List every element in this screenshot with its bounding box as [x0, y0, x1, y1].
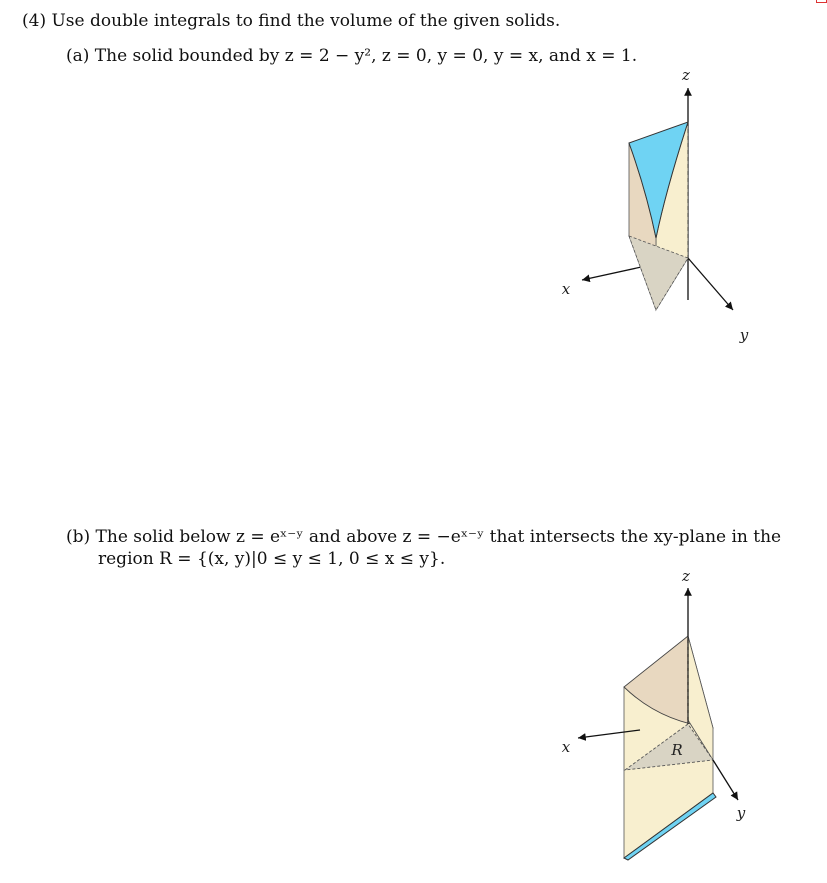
z-label-a: z [682, 66, 690, 84]
z-label-b: z [682, 567, 690, 585]
part-b-statement-line1: (b) The solid below z = eˣ⁻ʸ and above z = −eˣ⁻ʸ that intersects the xy-plane in the [66, 527, 782, 547]
region-r-label: R [671, 741, 683, 759]
y-axis-a [688, 258, 733, 310]
part-a-statement: (a) The solid bounded by z = 2 − y², z = 0, y = 0, y = x, and x = 1. [66, 46, 638, 66]
x-label-a: x [561, 280, 571, 298]
figure-a [562, 66, 749, 344]
y-label-b: y [736, 804, 746, 822]
x-label-b: x [561, 738, 571, 756]
problem-header: (4) Use double integrals to find the volume of the given solids. [22, 11, 561, 31]
y-axis-b [713, 760, 738, 800]
figure-b [562, 567, 746, 860]
part-b-statement-line2: region R = {(x, y)|0 ≤ y ≤ 1, 0 ≤ x ≤ y}. [98, 549, 446, 569]
y-label-a: y [739, 326, 749, 344]
